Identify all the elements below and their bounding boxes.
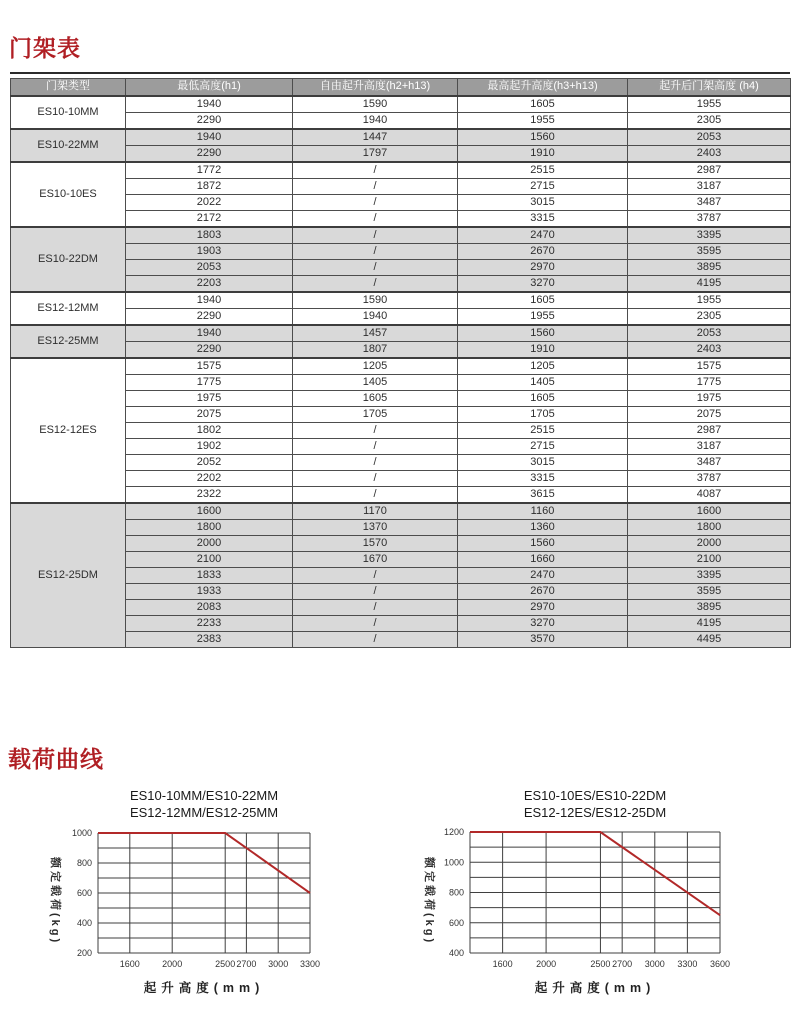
load-chart-es-dm-series	[420, 785, 740, 1015]
table-row	[11, 567, 791, 583]
model-cell: ES10-10MM	[11, 96, 126, 129]
value-cell: 2970	[458, 259, 628, 275]
table-top-rule	[10, 72, 790, 74]
value-cell: 2290	[126, 341, 293, 358]
value-cell: 1975	[628, 390, 791, 406]
value-cell: 2000	[628, 535, 791, 551]
value-cell: 3315	[458, 210, 628, 227]
value-cell: 2075	[628, 406, 791, 422]
value-cell: 2715	[458, 178, 628, 194]
table-row	[11, 422, 791, 438]
value-cell: /	[293, 470, 458, 486]
value-cell: 2290	[126, 308, 293, 325]
value-cell: 3187	[628, 178, 791, 194]
model-cell: ES10-22MM	[11, 129, 126, 162]
value-cell: 1660	[458, 551, 628, 567]
value-cell: 4195	[628, 615, 791, 631]
y-tick-label: 1000	[71, 828, 92, 838]
value-cell: 1605	[458, 96, 628, 113]
value-cell: /	[293, 583, 458, 599]
table-row	[11, 243, 791, 259]
value-cell: 2322	[126, 486, 293, 503]
table-row	[11, 96, 791, 113]
load-chart-plot	[440, 825, 740, 1005]
value-cell: 3487	[628, 454, 791, 470]
value-cell: 2970	[458, 599, 628, 615]
value-cell: 2100	[628, 551, 791, 567]
value-cell: 2715	[458, 438, 628, 454]
value-cell: 1933	[126, 583, 293, 599]
table-row	[11, 341, 791, 358]
header-min-height: 最低高度(h1)	[126, 79, 293, 96]
table-row	[11, 210, 791, 227]
value-cell: 2470	[458, 567, 628, 583]
table-row	[11, 162, 791, 179]
value-cell: 4195	[628, 275, 791, 292]
value-cell: 1705	[458, 406, 628, 422]
y-axis-label: 额定载荷(kg)	[49, 856, 61, 946]
y-tick-label: 800	[76, 858, 92, 868]
value-cell: 1975	[126, 390, 293, 406]
header-extended-height: 起升后门架高度 (h4)	[628, 79, 791, 96]
table-row	[11, 374, 791, 390]
header-mast-type: 门架类型	[11, 79, 126, 96]
value-cell: 2987	[628, 162, 791, 179]
y-tick-label: 600	[448, 917, 464, 928]
value-cell: 1807	[293, 341, 458, 358]
value-cell: /	[293, 438, 458, 454]
table-row	[11, 112, 791, 129]
value-cell: 1457	[293, 325, 458, 342]
x-tick-label: 2700	[236, 959, 257, 969]
value-cell: 1800	[628, 519, 791, 535]
value-cell: /	[293, 454, 458, 470]
value-cell: 4087	[628, 486, 791, 503]
table-row	[11, 470, 791, 486]
chart-title-line2: ES12-12MM/ES12-25MM	[129, 805, 279, 820]
load-chart-plot	[50, 825, 330, 1005]
x-tick-label: 3300	[299, 959, 321, 969]
value-cell: 1370	[293, 519, 458, 535]
value-cell: 1170	[293, 503, 458, 520]
table-row	[11, 194, 791, 210]
value-cell: 1605	[458, 390, 628, 406]
value-cell: 1570	[293, 535, 458, 551]
value-cell: 3595	[628, 583, 791, 599]
value-cell: 1560	[458, 535, 628, 551]
x-tick-label: 2000	[162, 959, 183, 969]
table-row	[11, 454, 791, 470]
value-cell: 2305	[628, 112, 791, 129]
model-cell: ES12-25DM	[11, 503, 126, 648]
x-tick-label: 3300	[677, 959, 698, 969]
model-cell: ES12-12ES	[11, 358, 126, 503]
value-cell: 1205	[458, 358, 628, 375]
value-cell: 1575	[126, 358, 293, 375]
table-row	[11, 535, 791, 551]
value-cell: 1575	[628, 358, 791, 375]
mast-spec-table	[10, 78, 791, 648]
value-cell: 1670	[293, 551, 458, 567]
value-cell: 3895	[628, 599, 791, 615]
value-cell: 1797	[293, 145, 458, 162]
x-tick-label: 3600	[709, 959, 731, 969]
value-cell: 2053	[628, 129, 791, 146]
value-cell: 1940	[293, 308, 458, 325]
value-cell: 2670	[458, 243, 628, 259]
value-cell: 1955	[458, 112, 628, 129]
value-cell: 3787	[628, 470, 791, 486]
table-row	[11, 308, 791, 325]
value-cell: 1902	[126, 438, 293, 454]
value-cell: /	[293, 486, 458, 503]
table-row	[11, 519, 791, 535]
y-axis-label: 额定载荷(kg)	[423, 856, 435, 946]
model-cell: ES10-22DM	[11, 227, 126, 292]
table-row	[11, 551, 791, 567]
value-cell: /	[293, 210, 458, 227]
table-row	[11, 325, 791, 342]
value-cell: 1447	[293, 129, 458, 146]
x-axis-label: 起升高度(mm)	[143, 981, 265, 995]
value-cell: 2403	[628, 341, 791, 358]
value-cell: 1775	[628, 374, 791, 390]
model-cell: ES10-10ES	[11, 162, 126, 227]
value-cell: /	[293, 599, 458, 615]
value-cell: 1910	[458, 145, 628, 162]
chart-title-line1: ES10-10ES/ES10-22DM	[523, 788, 667, 803]
x-tick-label: 2700	[612, 959, 633, 969]
table-row	[11, 227, 791, 244]
value-cell: 1872	[126, 178, 293, 194]
load-chart-mm-series	[40, 785, 340, 1015]
value-cell: 2383	[126, 631, 293, 647]
y-tick-label: 1000	[443, 857, 464, 868]
value-cell: 2053	[126, 259, 293, 275]
table-row	[11, 292, 791, 309]
value-cell: 3615	[458, 486, 628, 503]
table-row	[11, 145, 791, 162]
x-tick-label: 3000	[268, 959, 289, 969]
value-cell: 2172	[126, 210, 293, 227]
table-row	[11, 583, 791, 599]
value-cell: /	[293, 422, 458, 438]
value-cell: 1560	[458, 129, 628, 146]
value-cell: 2100	[126, 551, 293, 567]
table-row	[11, 358, 791, 375]
value-cell: 1803	[126, 227, 293, 244]
value-cell: 1940	[126, 96, 293, 113]
value-cell: 1772	[126, 162, 293, 179]
x-tick-label: 2500	[590, 959, 611, 969]
value-cell: 2000	[126, 535, 293, 551]
value-cell: 2515	[458, 422, 628, 438]
value-cell: 3487	[628, 194, 791, 210]
y-tick-label: 800	[448, 887, 464, 898]
value-cell: 2053	[628, 325, 791, 342]
value-cell: 1405	[458, 374, 628, 390]
value-cell: 2305	[628, 308, 791, 325]
x-axis-label: 起升高度(mm)	[534, 981, 656, 995]
value-cell: 3595	[628, 243, 791, 259]
value-cell: 3015	[458, 454, 628, 470]
value-cell: 1205	[293, 358, 458, 375]
value-cell: 1955	[628, 96, 791, 113]
value-cell: 3395	[628, 227, 791, 244]
value-cell: 3015	[458, 194, 628, 210]
value-cell: 2233	[126, 615, 293, 631]
table-row	[11, 275, 791, 292]
value-cell: /	[293, 162, 458, 179]
value-cell: 1560	[458, 325, 628, 342]
table-row	[11, 438, 791, 454]
value-cell: 2515	[458, 162, 628, 179]
value-cell: 1160	[458, 503, 628, 520]
y-tick-label: 200	[76, 948, 92, 958]
value-cell: 1802	[126, 422, 293, 438]
value-cell: 2403	[628, 145, 791, 162]
value-cell: 1590	[293, 292, 458, 309]
value-cell: 3315	[458, 470, 628, 486]
value-cell: 3787	[628, 210, 791, 227]
value-cell: 2987	[628, 422, 791, 438]
value-cell: 1405	[293, 374, 458, 390]
value-cell: 1903	[126, 243, 293, 259]
value-cell: 1600	[628, 503, 791, 520]
value-cell: 2670	[458, 583, 628, 599]
mast-table-title: 门架表	[9, 35, 81, 61]
table-row	[11, 503, 791, 520]
value-cell: 2083	[126, 599, 293, 615]
y-tick-label: 600	[76, 888, 92, 898]
value-cell: 1705	[293, 406, 458, 422]
value-cell: /	[293, 615, 458, 631]
chart-title	[470, 787, 720, 821]
header-free-lift: 自由起升高度(h2+h13)	[293, 79, 458, 96]
value-cell: /	[293, 227, 458, 244]
value-cell: /	[293, 631, 458, 647]
value-cell: 1590	[293, 96, 458, 113]
model-cell: ES12-12MM	[11, 292, 126, 325]
chart-title-line1: ES10-10MM/ES10-22MM	[129, 788, 279, 803]
value-cell: /	[293, 178, 458, 194]
chart-title-line2: ES12-12ES/ES12-25DM	[523, 805, 667, 820]
y-tick-label: 400	[76, 918, 92, 928]
value-cell: 1955	[458, 308, 628, 325]
x-tick-label: 3000	[644, 959, 665, 969]
table-row	[11, 631, 791, 647]
value-cell: 3570	[458, 631, 628, 647]
table-row	[11, 599, 791, 615]
table-row	[11, 129, 791, 146]
value-cell: 3270	[458, 275, 628, 292]
x-tick-label: 2000	[536, 959, 557, 969]
table-header-row	[11, 79, 791, 96]
value-cell: 1800	[126, 519, 293, 535]
y-tick-label: 1200	[443, 827, 464, 837]
value-cell: /	[293, 567, 458, 583]
value-cell: 3187	[628, 438, 791, 454]
value-cell: 1600	[126, 503, 293, 520]
value-cell: 2470	[458, 227, 628, 244]
header-max-lift: 最高起升高度(h3+h13)	[458, 79, 628, 96]
value-cell: 1940	[293, 112, 458, 129]
load-curve-line	[470, 832, 720, 915]
value-cell: 1940	[126, 325, 293, 342]
value-cell: 1910	[458, 341, 628, 358]
value-cell: 1833	[126, 567, 293, 583]
table-row	[11, 259, 791, 275]
value-cell: 2290	[126, 145, 293, 162]
value-cell: 1955	[628, 292, 791, 309]
value-cell: /	[293, 194, 458, 210]
table-row	[11, 390, 791, 406]
value-cell: 2075	[126, 406, 293, 422]
value-cell: 3395	[628, 567, 791, 583]
table-row	[11, 615, 791, 631]
table-row	[11, 486, 791, 503]
value-cell: 4495	[628, 631, 791, 647]
value-cell: /	[293, 275, 458, 292]
x-tick-label: 2500	[215, 959, 236, 969]
table-row	[11, 178, 791, 194]
y-tick-label: 400	[448, 948, 464, 958]
value-cell: 2290	[126, 112, 293, 129]
value-cell: 1940	[126, 129, 293, 146]
value-cell: 2052	[126, 454, 293, 470]
value-cell: 1940	[126, 292, 293, 309]
chart-title	[98, 787, 310, 821]
load-curve-title: 载荷曲线	[8, 746, 104, 772]
value-cell: 1605	[293, 390, 458, 406]
value-cell: 1360	[458, 519, 628, 535]
table-row	[11, 406, 791, 422]
value-cell: 3270	[458, 615, 628, 631]
value-cell: 3895	[628, 259, 791, 275]
value-cell: 2203	[126, 275, 293, 292]
value-cell: 2022	[126, 194, 293, 210]
value-cell: 1605	[458, 292, 628, 309]
value-cell: 2202	[126, 470, 293, 486]
value-cell: 1775	[126, 374, 293, 390]
x-tick-label: 1600	[492, 959, 513, 969]
x-tick-label: 1600	[119, 959, 140, 969]
value-cell: /	[293, 259, 458, 275]
value-cell: /	[293, 243, 458, 259]
model-cell: ES12-25MM	[11, 325, 126, 358]
